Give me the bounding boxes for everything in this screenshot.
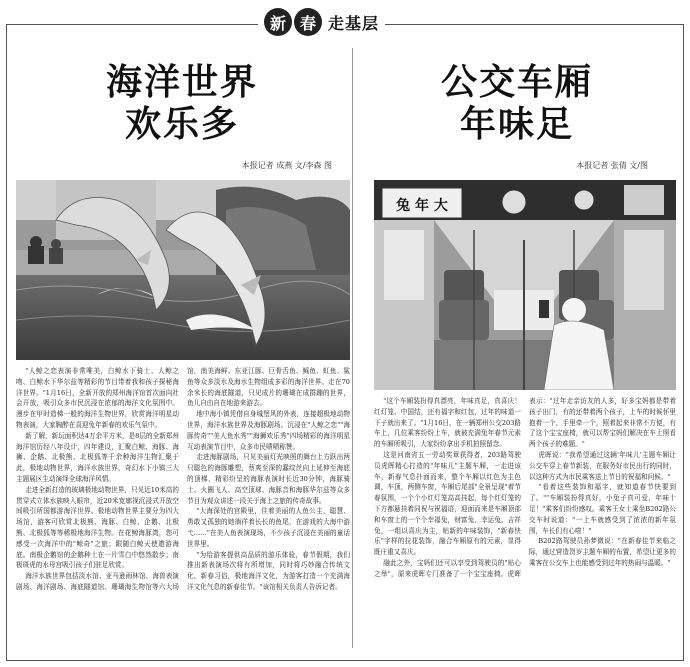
left-paragraph: "人鲸之恋表演非常唯美，白鲸水下骑士、人鲸之吻、白鲸水下华尔兹等精彩的节目带着我和孩子探秘海洋世界。"1月16日，全新开放的郑州海洋馆首次面向社会开放，吸引众多市民沉浸在浓郁的海洋文化氛围中。漫步在甲时造梯一般的海洋生物世界，欣赏海洋明星动物表演，大家胸醉在喜迎兔年新春的欢乐气氛中。: [16, 367, 179, 429]
section-header: [258, 4, 385, 40]
right-headline-line1: 公交车厢: [440, 62, 593, 103]
banner-text: 兔 年 大: [396, 198, 448, 214]
right-paragraph: "这个车厢装扮得真漂亮，年味真足，真喜庆！红灯笼、中国结，还有福字和红包，过年的味道一下子就出来了。"1月16日，在一辆郑州公交203路车上，几位乘客纷纷上车，就被充满兔年春节元素的车厢所吸引，大家纷纷拿出手机拍照留念。: [374, 397, 521, 449]
right-paragraph: 融此之外，宝妈们还可以享受到驾驶员的"贴心之举"，原来虎晖专门准备了一个宝宝座椅。虎晖表示："过年走亲访友的人多，好多宝妈都是带着孩子出门，有的还带着两个孩子，上车的时候怀里抱着一个，手里牵一个，照着起来非常不方便，有了这个宝宝座椅，就可以帮宝妈们解决在车上照看两个孩子的难题。": [374, 397, 676, 578]
right-byline: 本报记者 张倩 文/图: [576, 161, 648, 170]
header-badge-chun: 春: [294, 8, 322, 36]
right-paragraph: 虎晖说："我希望通过这辆'年味儿'主题车厢让公交车穿上春节新装，在服务好市民出行的同时，以这种方式为市民乘客送上节日的祝福和问候。": [529, 450, 676, 481]
left-byline: 本报记者 成燕 文/李森 图: [241, 161, 332, 170]
left-paragraph: 海洋水族世界包括淡水馆、亚马逊雨林馆、海兽表演剧场、海洋剧场、海底隧道馆、珊瑚海生物馆等六大场馆，南美海鲜、东亚江豚、巨骨舌鱼、鳐鱼、虹鱼、鲨鱼等众多淡水及海水生物组成多彩的海洋世界。走在70余米长的海底隧道，只见成片的珊瑚在成群蹦的世界，鱼儿自由自在地游来游去。: [16, 367, 350, 591]
bus-photo: [374, 180, 676, 390]
header-badge-xin: 新: [264, 8, 292, 36]
left-headline-line1: 海洋世界: [105, 62, 258, 103]
left-paragraph: 走进全新打造的玻璃极地动物世界，只见近10米高的贯穿式立体水族映入眼帘，近20米宽廓视沉浸式开放空间吸引所国都游海洋世界。极地动物世界主要分为四大场馆，游客可欣赏北极熊、海豚、白鲸、企鹅、北极熊、北极狐等等稀极地海洋生物。在花鲸海豚湾，您可感受一次海洋中的"鲸奇"之旅；跟随白鲸天使遨游海底。南极企鹅馆的企鹅种士在一片雪白中悠然散步；南极斑虎的水母宫吸引孩子们驻足欣赏。: [16, 485, 179, 570]
left-headline-line2: 欢乐多: [124, 104, 239, 145]
left-article: [14, 40, 350, 171]
left-paragraph: 走进海豚剧场，只见美丽灯光映照的舞台上方跃出两只聪色的海豚雕塑，蔡爽至深的蠢纹丝向上延伸至海底的顶梯，精彩纷呈的海豚表演时长近30分钟，海豚骑士、火圈飞人、高空顶球、海豚音和海豚华尔兹等众多节目为观众讲述一段关于海上之旅的传奇故事。: [187, 453, 350, 505]
bus-photo-graphic: [374, 180, 676, 390]
right-headline-line2: 年味足: [459, 104, 574, 145]
left-paragraph: 地中海小镇凭借自身城堡风的外表，连接超极地动物世界，海洋水族世界及海豚剧场。沉浸在"人鲸之恋""海豚传奇""美人鱼水秀""海狮欢乐秀"四场精彩的海洋明星互动表演节目中，众多市民啧啧称赞。: [187, 410, 350, 451]
left-paragraph: 新了解，新玩面积达4万余平方米，是8层的全新郑州海洋馆历经八年设计，四年建设，汇聚白鲸、海豚、海狮、企鹅、北极熊、北极狐等千余种海洋生物汇聚于此，极地动物世界，海洋水族世界，奇幻水下小镇三大主题展区生动演绎全球海洋风情。: [16, 431, 179, 483]
right-paragraph: "看着这些装饰和福字，就知道春节快要到了。""车厢装扮得真好，小兔子真可爱，年味十足！"乘客们纷纷感叹。乘客王女士乘坐B202路公交车时说道："一上车就感受到了浓浓的新年氛围，车长们有心啦！": [529, 483, 676, 535]
column-divider: [352, 48, 353, 648]
right-article: [356, 40, 678, 171]
left-headline: [14, 62, 350, 146]
right-article-body: [374, 396, 676, 654]
right-paragraph: 这是河南省五一劳动奖章获得者，203路驾驶员虎晖精心打造的"年味儿"主题车厢，一走进该车，新春气息扑面而来，整个车厢以红色为主色调，车顶，两侧车窗，车厢后尾部"全景呈现"着节春氛围，一个个小红灯笼高高挂起，每个红灯笼的下方都悬挂着同祝与祝福语，迎面而来是车厢顶部和车窗上的一个个幸福兔，财富兔，幸运兔，吉祥兔，一组以喜庆为主，贴新的年味装饰，"新春快乐"字样的拉花装饰，融合车厢原有的元素，显得既庄重又喜庆。: [374, 450, 521, 557]
dolphin-photo-graphic: [16, 180, 350, 360]
section-title: 走基层: [328, 13, 380, 33]
left-article-body: [16, 366, 350, 654]
right-paragraph: B202路驾驶员孙梦微说："在新春佳节来临之际，通过营造贺岁主题车厢的布置，希望让更多的乘客在公交车上也能感受到过年的热闹与温暖。": [529, 537, 676, 567]
dolphin-photo: [16, 180, 350, 360]
left-paragraph: "为给游客提供高品质的游乐体验，春节假期，我们推出新表演场次将有所增加，同时将巧妙融合传统文化，新春习俗，极地海洋文化，为游客打造一个充满海洋文化气息的新春佳节。"该馆相关负责人告诉记者。: [187, 550, 350, 591]
right-headline: [356, 62, 678, 146]
left-paragraph: "大海深处的宫殿里，住着美丽的人鱼公主，聪慧、勇敢又孤独的她徜徉着长长的鱼尾，在游戏的大海中游弋……"在美人鱼表演现场，不少孩子沉浸在美丽的童话世界里。: [187, 507, 350, 548]
